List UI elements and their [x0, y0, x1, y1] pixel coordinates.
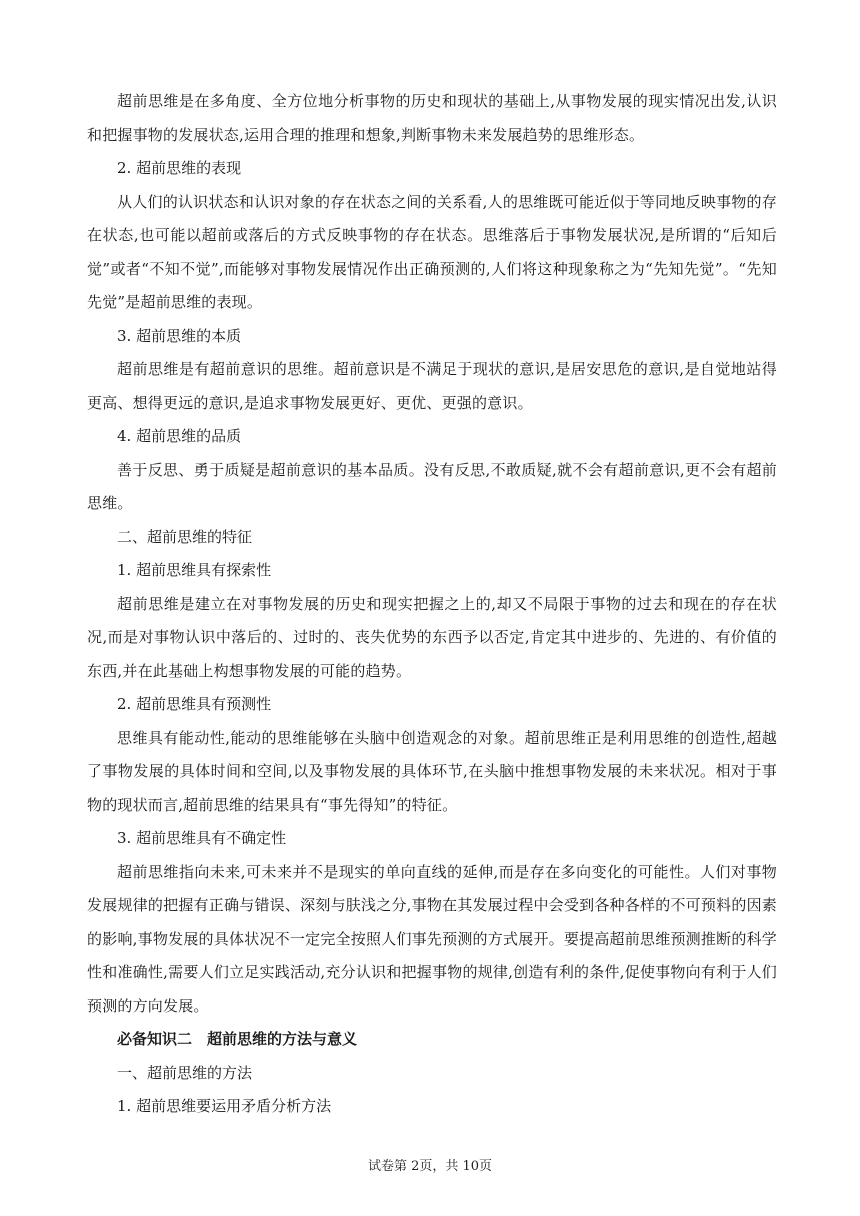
paragraph: 超前思维是在多角度、全方位地分析事物的历史和现状的基础上,从事物发展的现实情况出发,认识和把握事物的发展状态,运用合理的推理和想象,判断事物未来发展趋势的思维形态。 — [87, 92, 777, 144]
section-heading: 4. 超前思维的品质 — [117, 427, 242, 445]
paragraph: 超前思维是有超前意识的思维。超前意识是不满足于现状的意识,是居安思危的意识,是自觉地站得更高、想得更远的意识,是追求事物发展更好、更优、更强的意识。 — [87, 360, 777, 412]
page-footer: 试卷第 2页，共 10页 — [367, 1159, 493, 1174]
paragraph: 超前思维指向未来,可未来并不是现实的单向直线的延伸,而是存在多向变化的可能性。人们对事物发展规律的把握有正确与错误、深刻与肤浅之分,事物在其发展过程中会受到各种各样的不可预料的因素的影响,事物发展的具体状况不一定完全按照人们事先预测的方式展开。要提高超前思维预测推断的科学性和准确性,需要人们立足实践活动,充分认识和把握事物的规律,创造有利的条件,促使事物向有利于人们预测的方向发展。 — [87, 862, 777, 1015]
paragraph: 超前思维是建立在对事物发展的历史和现实把握之上的,却又不局限于事物的过去和现在的存在状况,而是对事物认识中落后的、过时的、丧失优势的东西予以否定,肯定其中进步的、先进的、有价值的东西,并在此基础上构想事物发展的可能的趋势。 — [87, 594, 777, 680]
section-heading: 2. 超前思维的表现 — [117, 159, 242, 177]
bold-section-heading: 必备知识二 超前思维的方法与意义 — [117, 1030, 358, 1048]
paragraph: 从人们的认识状态和认识对象的存在状态之间的关系看,人的思维既可能近似于等同地反映事物的存在状态,也可能以超前或落后的方式反映事物的存在状态。思维落后于事物发展状况,是所谓的“后知后觉”或者“不知不觉”,而能够对事物发展情况作出正确预测的,人们将这种现象称之为“先知先觉”。“先知先觉”是超前思维的表现。 — [87, 192, 777, 311]
paragraph: 思维具有能动性,能动的思维能够在头脑中创造观念的对象。超前思维正是利用思维的创造性,超越了事物发展的具体时间和空间,以及事物发展的具体环节,在头脑中推想事物发展的未来状况。相对于事物的现状而言,超前思维的结果具有“事先得知”的特征。 — [87, 728, 777, 814]
document-body — [87, 85, 777, 1124]
section-heading: 3. 超前思维具有不确定性 — [117, 829, 287, 847]
section-heading: 3. 超前思维的本质 — [117, 326, 242, 345]
section-heading: 2. 超前思维具有预测性 — [117, 695, 272, 713]
section-heading: 1. 超前思维具有探索性 — [117, 561, 272, 579]
section-heading: 一、超前思维的方法 — [117, 1063, 253, 1082]
section-heading: 二、超前思维的特征 — [117, 527, 253, 546]
section-heading: 1. 超前思维要运用矛盾分析方法 — [117, 1097, 332, 1115]
paragraph: 善于反思、勇于质疑是超前意识的基本品质。没有反思,不敢质疑,就不会有超前意识,更不会有超前思维。 — [87, 460, 777, 512]
